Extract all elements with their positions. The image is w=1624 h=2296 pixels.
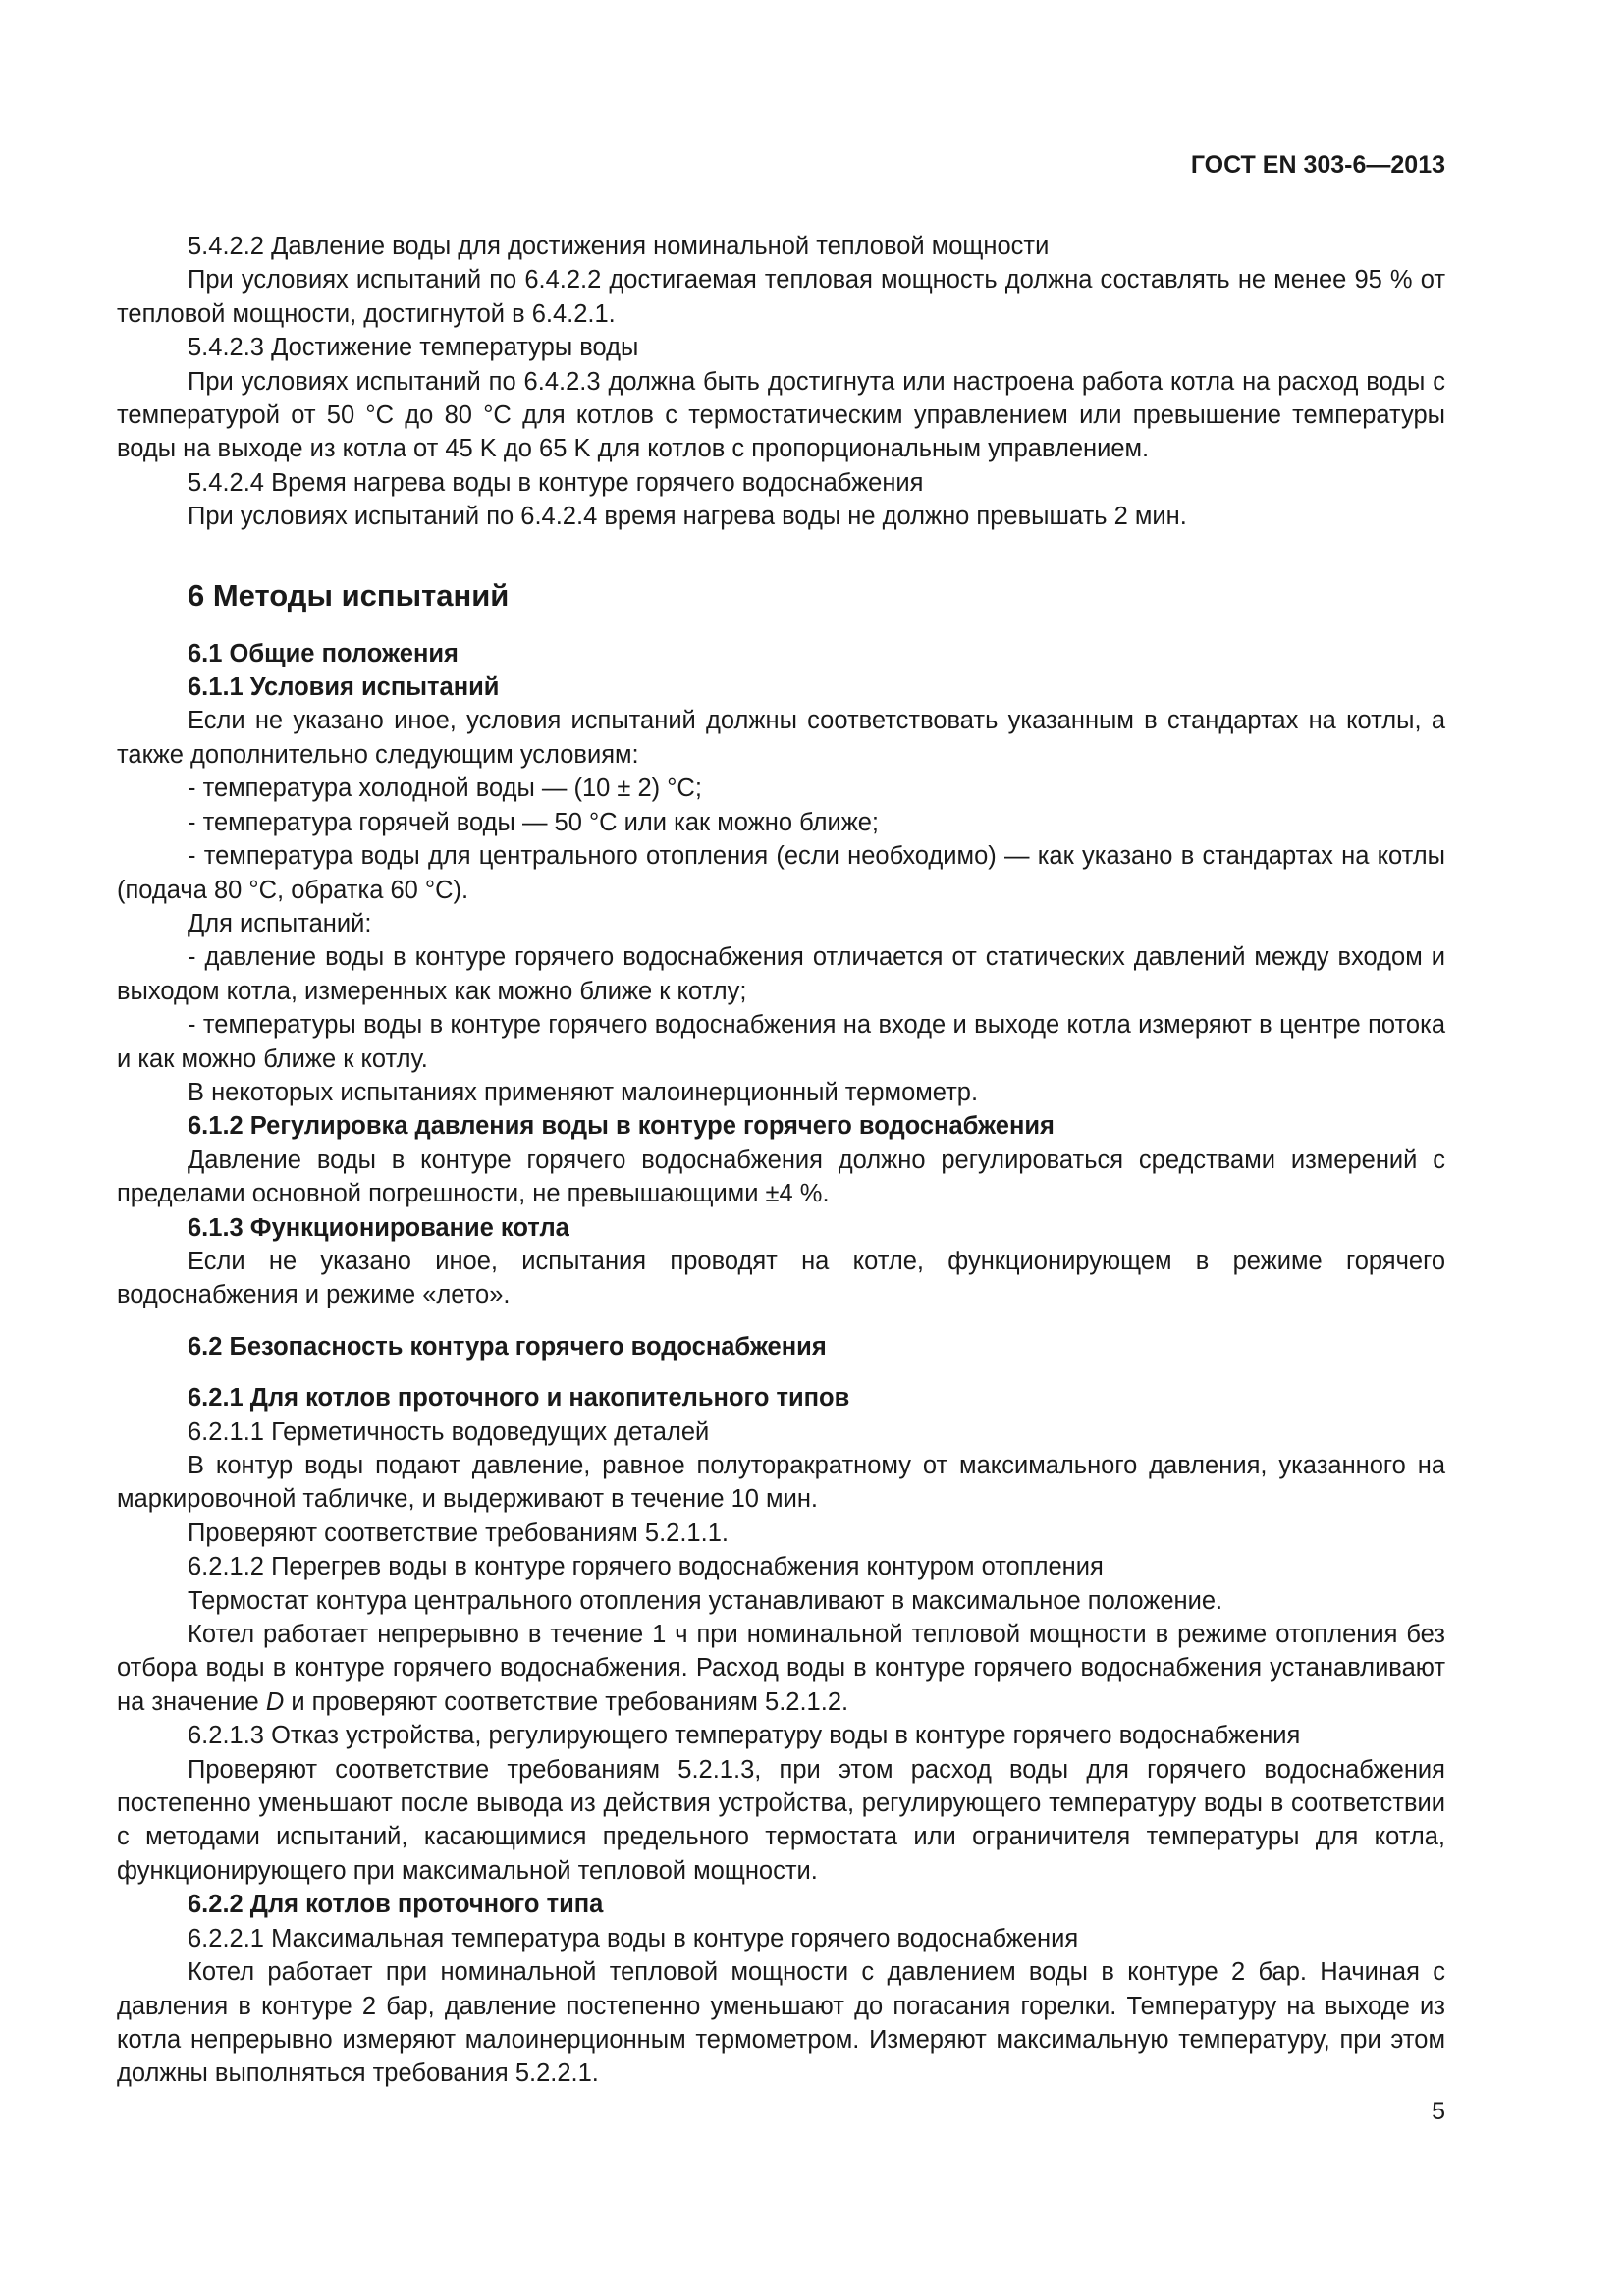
- text-run: Котел работает непрерывно в течение 1 ч при номинальной тепловой мощности в режиме отопления без отбора воды в контуре горячего водоснабжения. Расход воды в контуре горячего водоснабжения устанавливают на значение: [117, 1621, 1445, 1716]
- paragraph: В некоторых испытаниях применяют малоинерционный термометр.: [188, 1078, 979, 1106]
- document-body: [117, 230, 1445, 2091]
- list-item: - температура холодной воды — (10 ± 2) °C;: [188, 774, 702, 803]
- italic-symbol: D: [265, 1687, 285, 1716]
- document-header: ГОСТ EN 303-6—2013: [1190, 151, 1445, 179]
- paragraph: При условиях испытаний по 6.4.2.3 должна быть достигнута или настроена работа котла на расход воды с температурой от 50 °C до 80 °C для котлов с термостатическим управлением или превышение температуры воды на выходе из котла от 45 K до 65 K для котлов с пропорциональным управлением.: [117, 367, 1445, 463]
- paragraph: Давление воды в контуре горячего водоснабжения должно регулироваться средствами измерений с пределами основной погрешности, не превышающими ±4 %.: [117, 1146, 1445, 1208]
- paragraph: Если не указано иное, испытания проводят на котле, функционирующем в режиме горячего водоснабжения и режиме «лето».: [117, 1247, 1445, 1309]
- subclause-title: 5.4.2.3 Достижение температуры воды: [188, 334, 639, 362]
- clause-heading: 6.2 Безопасность контура горячего водоснабжения: [188, 1332, 827, 1361]
- paragraph: Для испытаний:: [188, 909, 372, 937]
- clause-heading: 6.1 Общие положения: [188, 639, 459, 667]
- text-run: и проверяют соответствие требованиям 5.2.1.2.: [284, 1687, 849, 1716]
- clause-heading: 6.1.2 Регулировка давления воды в контуре горячего водоснабжения: [188, 1112, 1055, 1141]
- list-item: - температуры воды в контуре горячего водоснабжения на входе и выходе котла измеряют в центре потока и как можно ближе к котлу.: [117, 1011, 1445, 1073]
- paragraph: Термостат контура центрального отопления устанавливают в максимальное положение.: [188, 1586, 1223, 1615]
- page-number: 5: [1432, 2098, 1445, 2125]
- subclause-title: 6.2.2.1 Максимальная температура воды в контуре горячего водоснабжения: [188, 1924, 1079, 1952]
- paragraph: При условиях испытаний по 6.4.2.2 достигаемая тепловая мощность должна составлять не менее 95 % от тепловой мощности, достигнутой в 6.4.2.1.: [117, 266, 1445, 328]
- paragraph: Котел работает при номинальной тепловой мощности с давлением воды в контуре 2 бар. Начиная с давления в контуре 2 бар, давление постепенно уменьшают до погасания горелки. Температуру на выходе из котла непрерывно измеряют малоинерционным термометром. Измеряют максимальную температуру, при этом должны выполняться требования 5.2.2.1.: [117, 1958, 1445, 2088]
- list-item: - давление воды в контуре горячего водоснабжения отличается от статических давлений между входом и выходом котла, измеренных как можно ближе к котлу;: [117, 943, 1445, 1005]
- subclause-title: 6.2.1.3 Отказ устройства, регулирующего температуру воды в контуре горячего водоснабжения: [188, 1722, 1301, 1750]
- paragraph: Проверяют соответствие требованиям 5.2.1.3, при этом расход воды для горячего водоснабжения постепенно уменьшают после вывода из действия устройства, регулирующего температуру воды в соответствии с методами испытаний, касающимися предельного термостата или ограничителя температуры для котла, функционирующего при максимальной тепловой мощности.: [117, 1755, 1445, 1885]
- paragraph: Если не указано иное, условия испытаний должны соответствовать указанным в стандартах на котлы, а также дополнительно следующим условиям:: [117, 707, 1445, 769]
- clause-heading: 6.2.2 Для котлов проточного типа: [188, 1891, 604, 1919]
- clause-heading: 6.2.1 Для котлов проточного и накопительного типов: [188, 1384, 850, 1413]
- clause-heading: 6.1.3 Функционирование котла: [188, 1213, 569, 1242]
- paragraph: Проверяют соответствие требованиям 5.2.1.1.: [188, 1519, 729, 1547]
- paragraph: [117, 1618, 1445, 1719]
- paragraph: При условиях испытаний по 6.4.2.4 время нагрева воды не должно превышать 2 мин.: [188, 503, 1187, 531]
- subclause-title: 6.2.1.1 Герметичность водоведущих деталей: [188, 1417, 710, 1446]
- paragraph: В контур воды подают давление, равное полуторакратному от максимального давления, указанного на маркировочной табличке, и выдерживают в течение 10 мин.: [117, 1452, 1445, 1514]
- subclause-title: 5.4.2.4 Время нагрева воды в контуре горячего водоснабжения: [188, 468, 924, 497]
- section-heading: 6 Методы испытаний: [188, 577, 510, 613]
- clause-heading: 6.1.1 Условия испытаний: [188, 673, 500, 702]
- list-item: - температура воды для центрального отопления (если необходимо) — как указано в стандартах на котлы (подача 80 °C, обратка 60 °C).: [117, 842, 1445, 904]
- list-item: - температура горячей воды — 50 °C или как можно ближе;: [188, 808, 880, 836]
- subclause-title: 5.4.2.2 Давление воды для достижения номинальной тепловой мощности: [188, 233, 1050, 260]
- subclause-title: 6.2.1.2 Перегрев воды в контуре горячего водоснабжения контуром отопления: [188, 1553, 1104, 1581]
